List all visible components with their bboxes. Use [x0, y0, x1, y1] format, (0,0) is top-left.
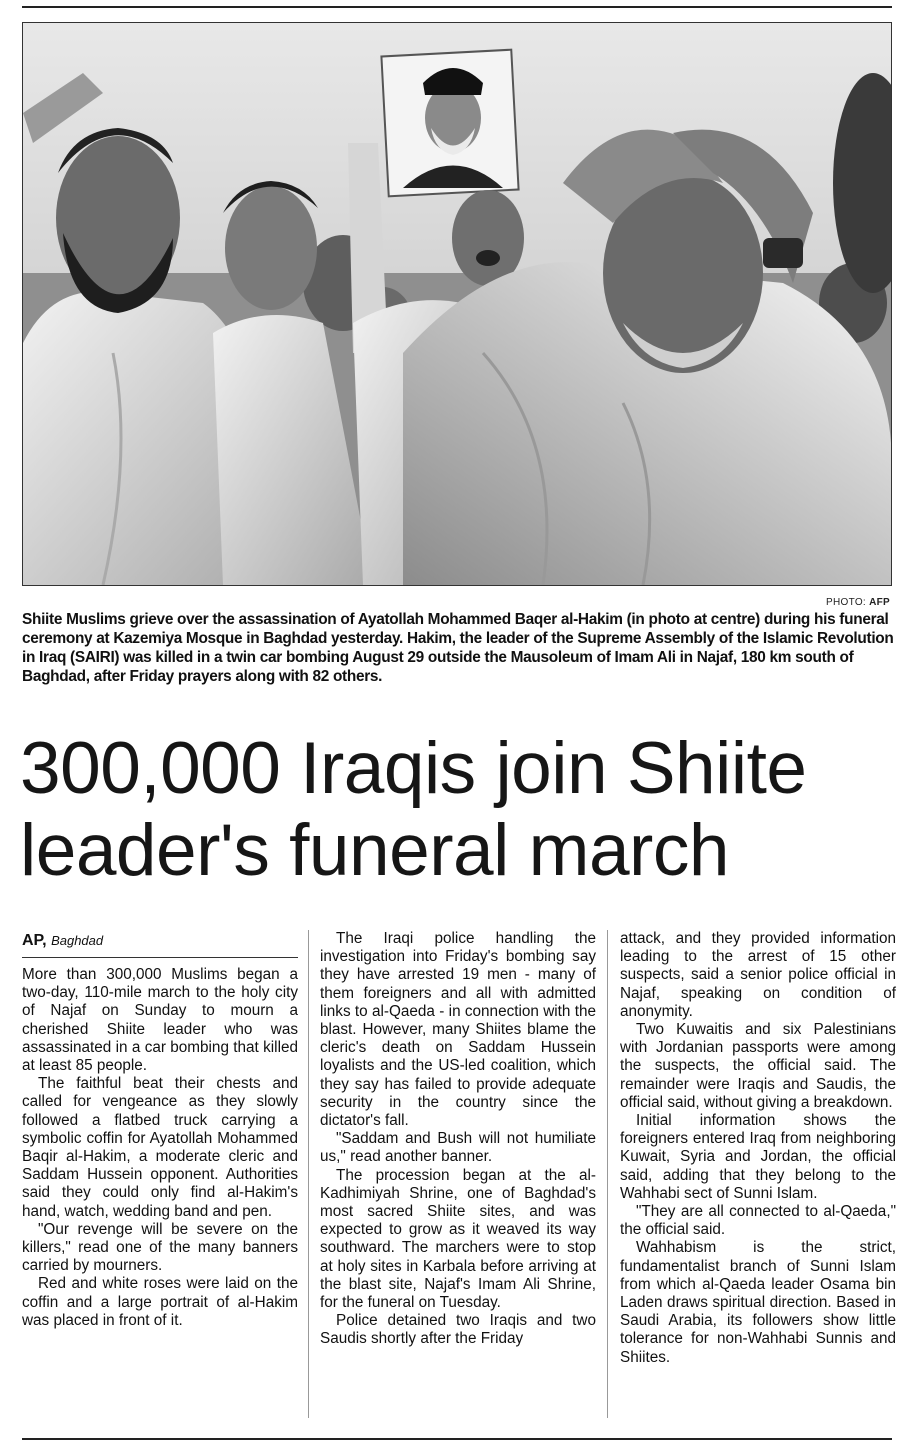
- column-divider: [607, 930, 608, 1418]
- byline-place: Baghdad: [51, 933, 104, 948]
- column-divider: [308, 930, 309, 1418]
- article-paragraph: Wahhabism is the strict, fundamentalist branch of Sunni Islam from which al-Qaeda leader Osama bin Laden draws spiritual direction. Based in Saudi Arabia, its followers show little tolerance for non-Wahhabi Sunnis and Shiites.: [620, 1239, 896, 1366]
- bottom-rule: [22, 1438, 892, 1440]
- article-paragraph: Two Kuwaitis and six Palestinians with Jordanian passports were among the suspects, the official said. The remainder were Iraqis and Saudis, the official said, without giving a breakdown.: [620, 1021, 896, 1111]
- article-paragraph: Initial information shows the foreigners entered Iraq from neighboring Kuwait, Syria and Jordan, the official said, adding that they belong to the Wahhabi sect of Sunni Islam.: [620, 1112, 896, 1202]
- article-paragraph: More than 300,000 Muslims began a two-day, 110-mile march to the holy city of Najaf on Sunday to mourn a cherished Shiite leader who was assassinated in a car bombing that killed at least 85 people.: [22, 966, 298, 1075]
- article-paragraph: "They are all connected to al-Qaeda," the official said.: [620, 1203, 896, 1239]
- article-paragraph: The procession began at the al-Kadhimiyah Shrine, one of Baghdad's most sacred Shiite sites, and was expected to grow as it weaved its way southward. The marchers were to stop at holy sites in Karbala before arriving at the blast site, Najaf's Imam Ali Shrine, for the funeral on Tuesday.: [320, 1166, 596, 1312]
- photo-credit-label: PHOTO:: [826, 597, 866, 608]
- article-paragraph: Red and white roses were laid on the coffin and a large portrait of al-Hakim was placed in front of it.: [22, 1275, 298, 1329]
- byline: [22, 930, 298, 958]
- mourners-photo-illustration: [23, 23, 891, 585]
- article-column-3: [620, 930, 896, 1367]
- photo-caption: Shiite Muslims grieve over the assassination of Ayatollah Mohammed Baqer al-Hakim (in photo at centre) during his funeral ceremony at Kazemiya Mosque in Baghdad yesterday. Hakim, the leader of the Supreme Assembly of the Islamic Revolution in Iraq (SAIRI) was killed in a twin car bombing August 29 outside the Mausoleum of Imam Ali in Najaf, 180 km south of Baghdad, after Friday prayers along with 82 others.: [22, 611, 894, 685]
- article-paragraph: attack, and they provided information leading to the arrest of 15 other suspects, said a senior police official in Najaf, speaking on condition of anonymity.: [620, 930, 896, 1020]
- article-paragraph: "Our revenge will be severe on the killers," read one of the many banners carried by mourners.: [22, 1220, 298, 1275]
- article-paragraph: The faithful beat their chests and called for vengeance as they slowly followed a flatbed truck carrying a symbolic coffin for Ayatollah Mohammed Baqir al-Hakim, a moderate cleric and Saddam Hussein opponent. Authorities said they could only find al-Hakim's hand, watch, wedding band and pen.: [22, 1075, 298, 1220]
- headline: 300,000 Iraqis join Shiite leader's funeral march: [20, 728, 807, 891]
- article-column-1: [22, 930, 298, 1330]
- news-photo: [22, 22, 892, 586]
- article-paragraph: The Iraqi police handling the investigation into Friday's bombing say they have arrested 19 men - many of them foreigners and all with admitted links to al-Qaeda - in connection with the blast. However, many Shiites blame the cleric's death on Saddam Hussein loyalists and the US-led coalition, which they say has failed to provide adequate security in the country since the dictator's fall.: [320, 930, 596, 1130]
- photo-credit: [826, 597, 890, 608]
- top-rule: [22, 6, 892, 8]
- article-paragraph: Police detained two Iraqis and two Saudis shortly after the Friday: [320, 1312, 596, 1348]
- byline-agency: AP,: [22, 932, 47, 949]
- article-column-2: [320, 930, 596, 1349]
- article-paragraph: "Saddam and Bush will not humiliate us," read another banner.: [320, 1130, 596, 1166]
- photo-credit-source: AFP: [869, 597, 890, 608]
